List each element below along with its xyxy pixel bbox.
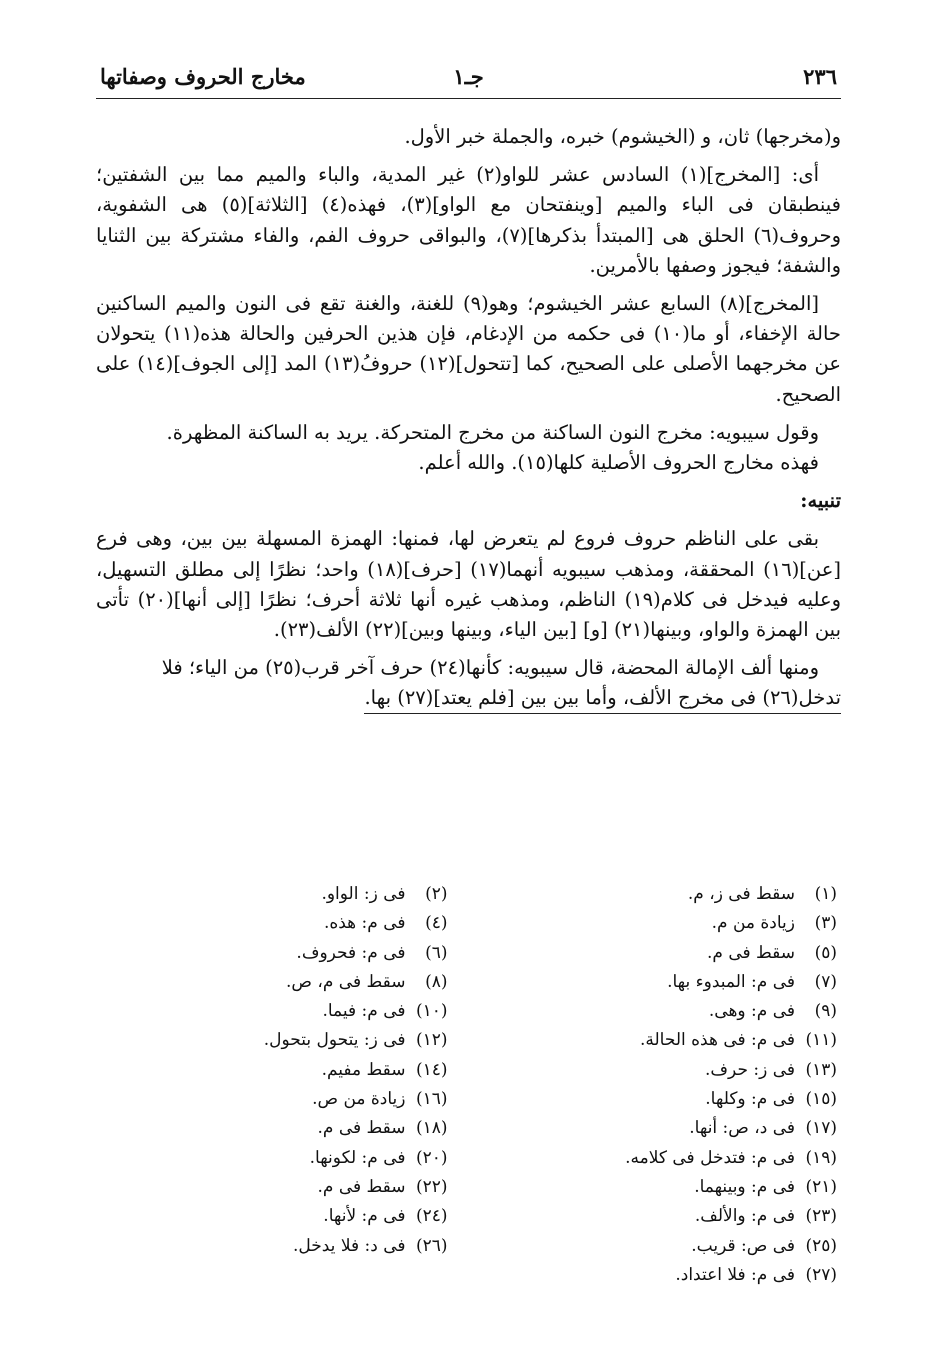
footnote-text: فى ز: الواو. [321,884,406,904]
footnote-item [486,1056,838,1085]
page-number: ٢٣٦ [803,64,837,89]
footnote-item [96,880,448,909]
footnote-item [96,968,448,997]
footnotes [96,880,841,1290]
footnote-number: (٤) [425,913,448,934]
footnote-item [486,968,838,997]
footnote-item [486,1114,838,1143]
footnote-text: فى م: لكونها. [309,1147,406,1168]
footnote-text: فى م: وكلها. [705,1089,795,1110]
section-heading: تنبيه: [800,489,841,513]
footnote-number: (٦) [425,942,448,963]
footnote-item [96,1232,448,1261]
footnote-item [96,1202,448,1231]
footnotes-even-column [96,880,486,1290]
paragraph-7-line-2 [96,683,841,713]
footnote-separator-line: تدخل(٢٦) فى مخرج الألف، وأما بين بين [فلم يعتد](٢٧) بها. [364,686,841,714]
main-text [96,122,841,714]
footnote-text: سقط فى م، ص. [286,971,406,992]
footnote-text: فى م: وبينهما. [694,1176,795,1197]
footnote-item [96,1144,448,1173]
footnote-number: (٢١) [805,1176,837,1197]
footnote-number: (١١) [805,1030,837,1051]
header-title: مخارج الحروف وصفاتها [100,64,306,89]
footnote-item [486,909,838,938]
footnote-number: (٢٧) [805,1264,837,1285]
paragraph-4: وقول سيبويه: مخرج النون الساكنة من مخرج المتحركة. يريد به الساكنة المظهرة. [166,420,819,444]
footnote-number: (٧) [814,971,837,992]
footnote-number: (٩) [814,1001,837,1022]
footnote-number: (١٧) [805,1118,837,1139]
footnote-number: (٢٠) [415,1147,448,1168]
footnote-text: فى م: فتدخل فى كلامه. [625,1147,795,1168]
footnote-item [486,997,838,1026]
footnote-number: (٢٦) [415,1235,448,1256]
footnote-text: فى م: لأنها. [323,1206,406,1227]
footnote-text: سقط فى م. [317,1176,406,1197]
footnote-item [96,1085,448,1114]
footnote-text: فى م: فحروف. [296,942,406,963]
footnote-number: (٥) [814,942,837,963]
footnote-number: (٢٤) [415,1206,448,1227]
paragraph-7-line-1: ومنها ألف الإمالة المحضة، قال سيبويه: كأنها(٢٤) حرف آخر قرب(٢٥) من الياء؛ فلا [161,656,819,680]
footnote-text: فى م: المبدوء بها. [667,971,795,992]
footnote-text: سقط مفيم. [321,1059,406,1080]
footnote-number: (٢٣) [805,1206,837,1227]
footnote-item [486,1202,838,1231]
footnote-text: فى م: والألف. [694,1206,795,1227]
footnotes-odd-column [486,880,842,1290]
footnote-number: (١٥) [805,1089,837,1110]
paragraph-5: فهذه مخارج الحروف الأصلية كلها(١٥). والله أعلم. [418,451,819,475]
footnote-item [96,939,448,968]
footnote-text: سقط فى ز، م. [687,884,795,904]
footnote-item [486,939,838,968]
footnote-text: فى م: فيما. [322,1001,406,1022]
footnote-number: (١٣) [805,1059,837,1080]
footnote-text: فى ز: يتحول بتحول. [263,1030,406,1051]
footnote-item [96,1114,448,1143]
footnote-number: (٢٥) [805,1235,837,1256]
footnote-text: فى م: فلا اعتداد. [675,1264,795,1285]
paragraph-2: أى: [المخرج](١) السادس عشر للواو(٢) غير المدية، والباء والميم مما بين الشفتين؛ فينطبقان فى الباء والميم [وينفتحان مع الواو](٣)، فهذه(٤) [الثلاثة](٥) هى الشفوية، وحروف(٦) الحلق هى [المبتدأ بذكرها](٧)، والبواقى حروف الفم، والفاء مشتركة بين الثنايا والشفة؛ فيجوز وصفها بالأمرين. [96,163,841,277]
volume-label: جـ١ [453,64,484,89]
footnote-item [486,1261,838,1290]
footnote-item [486,880,838,909]
paragraph-1: و(مخرجها) ثان، و (الخيشوم) خبره، والجملة خبر الأول. [404,125,841,148]
footnote-text: زيادة من م. [711,913,795,934]
footnote-item [96,997,448,1026]
footnote-item [96,1173,448,1202]
footnote-number: (٨) [425,971,448,992]
footnote-text: فى م: وهى. [708,1001,795,1022]
footnote-item [96,909,448,938]
footnote-item [96,1026,448,1055]
footnote-number: (١٢) [415,1030,448,1051]
footnote-text: فى د: فلا يدخل. [292,1235,406,1256]
footnote-number: (١٤) [415,1059,448,1080]
footnote-text: فى ز: حرف. [705,1059,795,1080]
footnote-item [96,1056,448,1085]
footnote-number: (١٩) [805,1147,837,1168]
footnote-text: سقط فى م. [706,942,795,963]
footnote-number: (١٦) [415,1089,448,1110]
footnote-number: (٢٢) [415,1176,448,1197]
footnote-text: فى ص: قريب. [691,1235,795,1256]
paragraph-3: [المخرج](٨) السابع عشر الخيشوم؛ وهو(٩) للغنة، والغنة تقع فى النون والميم الساكنين حالة الإخفاء، أو ما(١٠) فى حكمه من الإدغام، فإن هذين الحرفين والحالة هذه(١١) يتحولان عن مخرجهما الأصلى على الصحيح، كما [تتحول](١٢) حروفُ(١٣) المد [إلى الجوف](١٤) على الصحيح. [96,292,842,406]
footnote-text: سقط فى م. [317,1118,406,1139]
footnote-number: (١٠) [415,1001,448,1022]
footnote-text: فى م: فى هذه الحالة. [639,1030,795,1051]
footnote-item [486,1026,838,1055]
footnote-number: (٢) [425,884,448,904]
footnote-text: فى م: هذه. [323,913,406,934]
footnote-item [486,1144,838,1173]
footnote-text: زيادة من ص. [312,1089,406,1110]
paragraph-6: بقى على الناظم حروف فروع لم يتعرض لها، فمنها: الهمزة المسهلة بين بين، وهى فرع [عن](١٦) المحققة، ومذهب سيبويه أنهما(١٧) [حرف](١٨) واحد؛ نظرًا إلى مطلق التسهيل، وعليه فيدخل فى كلام(١٩) الناظم، ومذهب غيره أنها ثلاثة أحرف؛ نظرًا [إلى أنها](٢٠) تأتى بين الهمزة والواو، وبينها(٢١) [و] [بين الياء، وبينها وبين](٢٢) الألف(٢٣). [96,527,841,642]
footnote-number: (١٨) [415,1118,448,1139]
footnote-number: (٣) [814,913,837,934]
footnote-text: فى د، ص: أنها. [689,1118,795,1139]
footnote-item [486,1173,838,1202]
running-header [96,58,841,99]
footnote-number: (١) [814,884,837,904]
footnote-item [486,1232,838,1261]
footnote-item [486,1085,838,1114]
